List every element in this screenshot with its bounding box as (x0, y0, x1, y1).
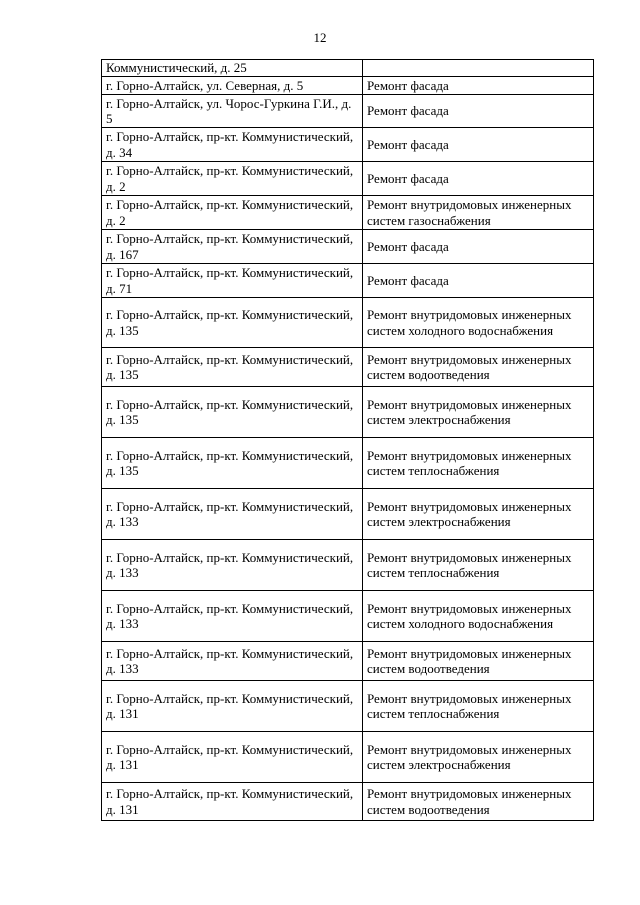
address-cell: г. Горно-Алтайск, пр-кт. Коммунистический, д. 2 (102, 162, 363, 196)
table-row (102, 162, 594, 196)
address-cell: г. Горно-Алтайск, пр-кт. Коммунистический, д. 131 (102, 681, 363, 732)
work-type-cell: Ремонт внутридомовых инженерных систем теплоснабжения (363, 681, 594, 732)
address-cell: Коммунистический, д. 25 (102, 60, 363, 77)
address-cell: г. Горно-Алтайск, пр-кт. Коммунистический, д. 34 (102, 128, 363, 162)
table-row (102, 681, 594, 732)
address-cell: г. Горно-Алтайск, пр-кт. Коммунистический, д. 133 (102, 540, 363, 591)
work-type-cell: Ремонт внутридомовых инженерных систем газоснабжения (363, 196, 594, 230)
table-row (102, 783, 594, 821)
work-type-cell: Ремонт фасада (363, 230, 594, 264)
work-type-cell: Ремонт внутридомовых инженерных систем водоотведения (363, 642, 594, 681)
table-row (102, 732, 594, 783)
work-type-cell (363, 60, 594, 77)
work-type-cell: Ремонт внутридомовых инженерных систем теплоснабжения (363, 438, 594, 489)
work-type-cell: Ремонт внутридомовых инженерных систем электроснабжения (363, 387, 594, 438)
table-row (102, 489, 594, 540)
work-type-cell: Ремонт внутридомовых инженерных систем электроснабжения (363, 732, 594, 783)
work-type-cell: Ремонт фасада (363, 95, 594, 128)
table-row (102, 642, 594, 681)
page-number: 12 (313, 30, 327, 45)
address-cell: г. Горно-Алтайск, пр-кт. Коммунистический, д. 2 (102, 196, 363, 230)
address-cell: г. Горно-Алтайск, пр-кт. Коммунистический, д. 135 (102, 387, 363, 438)
table-row (102, 95, 594, 128)
table-row (102, 196, 594, 230)
table-row (102, 230, 594, 264)
table-row (102, 348, 594, 387)
address-cell: г. Горно-Алтайск, пр-кт. Коммунистический, д. 167 (102, 230, 363, 264)
address-cell: г. Горно-Алтайск, пр-кт. Коммунистический, д. 133 (102, 489, 363, 540)
work-type-cell: Ремонт внутридомовых инженерных систем холодного водоснабжения (363, 591, 594, 642)
address-cell: г. Горно-Алтайск, пр-кт. Коммунистический, д. 135 (102, 438, 363, 489)
address-cell: г. Горно-Алтайск, пр-кт. Коммунистический, д. 135 (102, 298, 363, 348)
table-row (102, 60, 594, 77)
work-type-cell: Ремонт внутридомовых инженерных систем водоотведения (363, 348, 594, 387)
work-type-cell: Ремонт фасада (363, 264, 594, 298)
address-cell: г. Горно-Алтайск, пр-кт. Коммунистический, д. 131 (102, 732, 363, 783)
table-row (102, 591, 594, 642)
address-cell: г. Горно-Алтайск, пр-кт. Коммунистический, д. 133 (102, 591, 363, 642)
table-row (102, 298, 594, 348)
table-row (102, 387, 594, 438)
work-type-cell: Ремонт внутридомовых инженерных систем холодного водоснабжения (363, 298, 594, 348)
table-row (102, 77, 594, 95)
address-cell: г. Горно-Алтайск, пр-кт. Коммунистический, д. 135 (102, 348, 363, 387)
table-row (102, 540, 594, 591)
work-type-cell: Ремонт внутридомовых инженерных систем электроснабжения (363, 489, 594, 540)
work-type-cell: Ремонт фасада (363, 77, 594, 95)
address-cell: г. Горно-Алтайск, ул. Чорос-Гуркина Г.И., д. 5 (102, 95, 363, 128)
address-cell: г. Горно-Алтайск, ул. Северная, д. 5 (102, 77, 363, 95)
address-cell: г. Горно-Алтайск, пр-кт. Коммунистический, д. 133 (102, 642, 363, 681)
work-type-cell: Ремонт фасада (363, 162, 594, 196)
work-type-cell: Ремонт внутридомовых инженерных систем теплоснабжения (363, 540, 594, 591)
table-row (102, 438, 594, 489)
table-row (102, 128, 594, 162)
address-cell: г. Горно-Алтайск, пр-кт. Коммунистический, д. 131 (102, 783, 363, 821)
table-row (102, 264, 594, 298)
work-type-cell: Ремонт внутридомовых инженерных систем водоотведения (363, 783, 594, 821)
address-cell: г. Горно-Алтайск, пр-кт. Коммунистический, д. 71 (102, 264, 363, 298)
repair-registry-table (101, 59, 594, 821)
work-type-cell: Ремонт фасада (363, 128, 594, 162)
